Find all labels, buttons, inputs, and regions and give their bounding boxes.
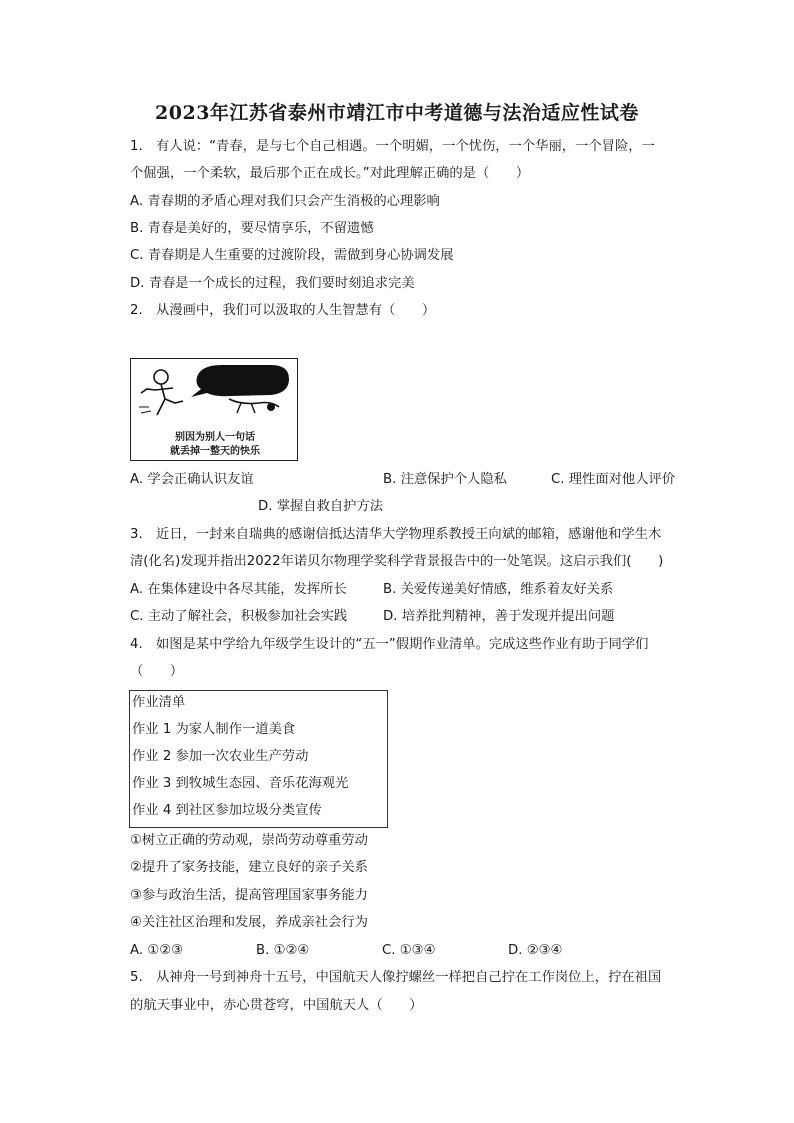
motion-lines bbox=[139, 407, 151, 413]
question-1-stem-line-2: 个倔强，一个柔软，最后那个正在成长。”对此理解正确的是（ ） bbox=[130, 166, 530, 181]
question-1-option-c: C. 青春期是人生重要的过渡阶段，需做到身心协调发展 bbox=[130, 248, 454, 263]
question-4-option-d: D. ②③④ bbox=[508, 943, 563, 958]
question-4-option-b: B. ①②④ bbox=[256, 943, 310, 958]
question-2-option-d: D. 掌握自救自护方法 bbox=[258, 499, 384, 514]
question-5-stem-line-2: 的航天事业中，赤心贯苍穹，中国航天人（ ） bbox=[130, 998, 423, 1013]
question-1-stem-line-1: 1. 有人说：“青春，是与七个自己相遇。一个明媚，一个忧伤，一个华丽，一个冒险，一 bbox=[130, 139, 655, 154]
question-3-option-c: C. 主动了解社会，积极参加社会实践 bbox=[130, 609, 348, 624]
question-2-option-a: A. 学会正确认识友谊 bbox=[130, 472, 254, 487]
page-title: 2023年江苏省泰州市靖江市中考道德与法治适应性试卷 bbox=[155, 102, 639, 124]
homework-list-item: 作业 3 到牧城生态园、音乐花海观光 bbox=[132, 776, 349, 791]
question-2-stem: 2. 从漫画中，我们可以汲取的人生智慧有（ ） bbox=[130, 303, 436, 318]
cartoon-image bbox=[130, 358, 298, 461]
cartoon-caption-line-2: 就丢掉一整天的快乐 bbox=[170, 446, 260, 457]
question-4-statement-1: ①树立正确的劳动观，崇尚劳动尊重劳动 bbox=[130, 833, 368, 848]
question-1-option-d: D. 青春是一个成长的过程，我们要时刻追求完美 bbox=[130, 276, 415, 291]
question-4-statement-2: ②提升了家务技能，建立良好的亲子关系 bbox=[130, 860, 368, 875]
figure-arm bbox=[141, 389, 155, 393]
cartoon-drawing bbox=[131, 359, 297, 431]
fallen-figure-legs bbox=[237, 403, 255, 413]
figure-body bbox=[155, 384, 183, 415]
question-4-stem-line-1: 4. 如图是某中学给九年级学生设计的“五一”假期作业清单。完成这些作业有助于同学们 bbox=[130, 637, 649, 652]
homework-list-item: 作业 4 到社区参加垃圾分类宣传 bbox=[132, 803, 322, 818]
fallen-figure-head bbox=[267, 403, 275, 411]
question-3-option-b: B. 关爱传递美好情感，维系着友好关系 bbox=[383, 582, 614, 597]
question-4-option-a: A. ①②③ bbox=[130, 943, 184, 958]
homework-list-header: 作业清单 bbox=[132, 695, 186, 710]
question-3-stem-line-1: 3. 近日，一封来自瑞典的感谢信抵达清华大学物理系教授王向斌的邮箱，感谢他和学生木 bbox=[130, 527, 662, 542]
question-2-option-c: C. 理性面对他人评价 bbox=[551, 472, 676, 487]
question-5-stem-line-1: 5. 从神舟一号到神舟十五号，中国航天人像拧螺丝一样把自己拧在工作岗位上，拧在祖国 bbox=[130, 970, 662, 985]
question-4-stem-line-2: （ ） bbox=[130, 664, 184, 679]
question-3-stem-line-2: 清(化名)发现并指出2022年诺贝尔物理学奖科学背景报告中的一处笔误。这启示我们( ) bbox=[130, 554, 664, 569]
homework-list-table bbox=[129, 690, 388, 828]
figure-head bbox=[154, 370, 168, 384]
question-4-option-c: C. ①③④ bbox=[382, 943, 436, 958]
cartoon-caption-line-1: 别因为别人一句话 bbox=[175, 432, 255, 443]
question-3-option-d: D. 培养批判精神，善于发现并提出问题 bbox=[383, 609, 615, 624]
homework-list-item: 作业 1 为家人制作一道美食 bbox=[132, 722, 296, 737]
question-2-option-b: B. 注意保护个人隐私 bbox=[383, 472, 507, 487]
question-1-option-a: A. 青春期的矛盾心理对我们只会产生消极的心理影响 bbox=[130, 194, 440, 209]
speech-bubble-shape bbox=[191, 365, 289, 397]
question-1-option-b: B. 青春是美好的，要尽情享乐，不留遗憾 bbox=[130, 221, 374, 236]
question-4-statement-3: ③参与政治生活，提高管理国家事务能力 bbox=[130, 888, 368, 903]
question-4-statement-4: ④关注社区治理和发展，养成亲社会行为 bbox=[130, 915, 368, 930]
homework-list-item: 作业 2 参加一次农业生产劳动 bbox=[132, 749, 309, 764]
question-3-option-a: A. 在集体建设中各尽其能，发挥所长 bbox=[130, 582, 347, 597]
